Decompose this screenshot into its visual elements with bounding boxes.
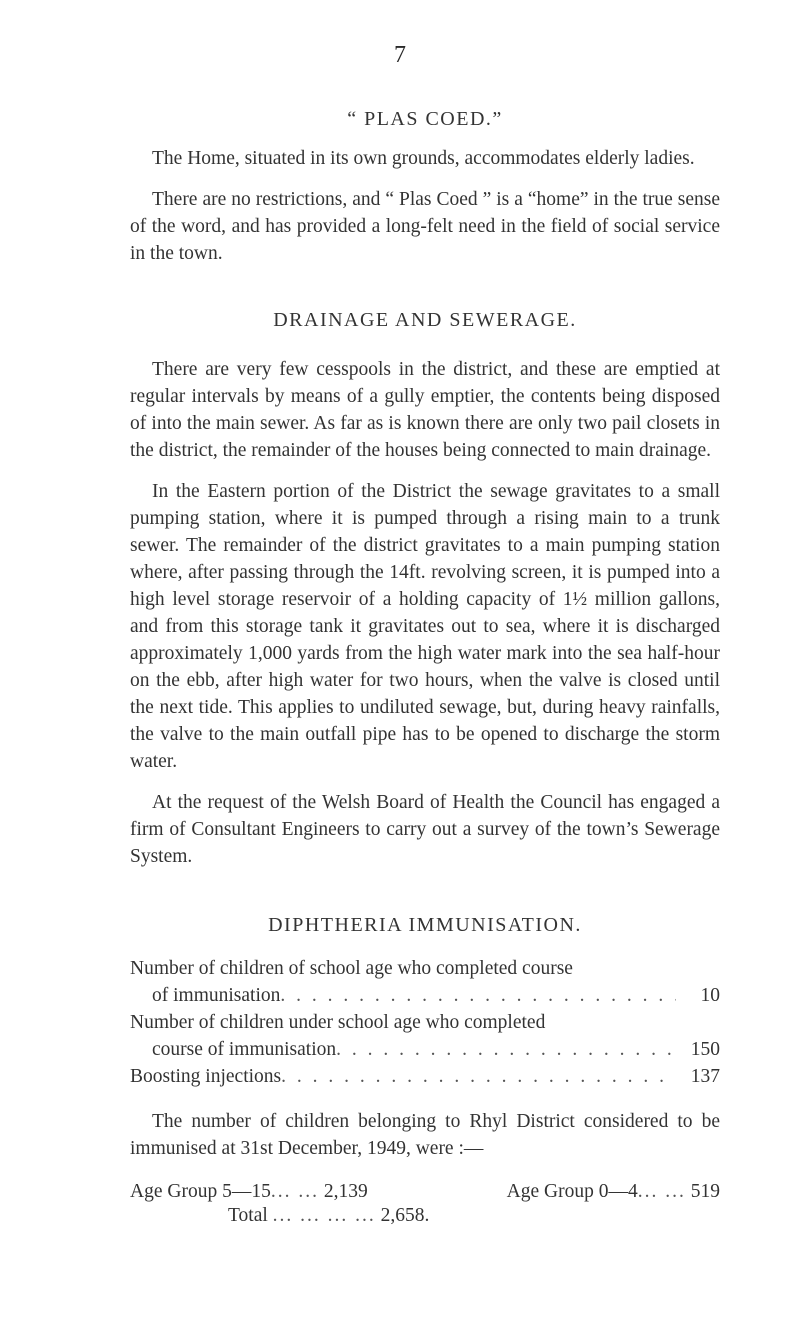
stat-label: of immunisation — [152, 985, 281, 1006]
dot-leader — [281, 1063, 676, 1090]
page-number: 7 — [394, 42, 406, 68]
section-heading-diphtheria: DIPHTHERIA IMMUNISATION. — [268, 914, 582, 936]
section-heading-drainage: DRAINAGE AND SEWERAGE. — [273, 309, 577, 331]
stat-row — [130, 1009, 720, 1063]
stat-row — [130, 955, 720, 1009]
age-group-value: 2,139 — [323, 1181, 368, 1202]
stat-label: Number of children of school age who completed course — [130, 958, 573, 979]
paragraph: The number of children belonging to Rhyl District considered to be immunised at 31st December, 1949, were :— — [130, 1111, 720, 1159]
age-group-0-4 — [507, 1178, 720, 1205]
age-group-label: Age Group 5—15 — [130, 1181, 271, 1202]
stat-label: Boosting injections — [130, 1066, 282, 1087]
stat-value: 137 — [690, 1066, 720, 1087]
age-group-value: 519 — [690, 1181, 720, 1202]
stat-row — [130, 1063, 720, 1090]
paragraph: At the request of the Welsh Board of Health the Council has engaged a firm of Consultant Engineers to carry out a survey of the town’s Sewerage System. — [130, 792, 720, 867]
paragraph: There are very few cesspools in the district, and these are emptied at regular intervals by means of a gully emptier, the contents being disposed of into the main sewer. As far as is known there are only two pail closets in the district, the remainder of the houses being connected to main drainage. — [130, 359, 720, 461]
paragraph: In the Eastern portion of the District the sewage gravitates to a small pumping station, where it is pumped through a rising main to a trunk sewer. The remainder of the district gravitates to a main pumping station where, after passing through the 14ft. revolving screen, it is pumped into a high level storage reservoir of a holding capacity of 1½ million gallons, and from this storage tank it gravitates out to sea, where it is discharged approximately 1,000 yards from the high water mark into the sea half-hour on the ebb, after high water for two hours, when the valve is closed until the next tide. This applies to undiluted sewage, but, during heavy rainfalls, the valve to the main outfall pipe has to be opened to discharge the storm water. — [130, 481, 720, 772]
age-group-summary — [130, 1178, 720, 1232]
total-value: 2,658. — [380, 1205, 430, 1226]
dot-leader: ... ... — [270, 1181, 319, 1202]
stat-value: 10 — [700, 985, 720, 1006]
stat-label: course of immunisation — [152, 1039, 337, 1060]
age-group-5-15 — [130, 1178, 368, 1205]
age-group-total — [228, 1202, 429, 1229]
paragraph: There are no restrictions, and “ Plas Coed ” is a “home” in the true sense of the word, and has provided a long-felt need in the field of social service in the town. — [130, 189, 720, 264]
stat-value: 150 — [690, 1039, 720, 1060]
dot-leader — [336, 1036, 676, 1063]
dot-leader: ... ... — [637, 1181, 686, 1202]
stat-label: Number of children under school age who completed — [130, 1012, 546, 1033]
dot-leader: ... ... ... ... — [272, 1205, 376, 1226]
total-label: Total — [228, 1205, 268, 1226]
page-content — [130, 108, 720, 1232]
age-group-label: Age Group 0—4 — [506, 1181, 638, 1202]
paragraph: The Home, situated in its own grounds, accommodates elderly ladies. — [152, 148, 695, 169]
immunisation-stats — [130, 955, 720, 1090]
dot-leader — [280, 982, 676, 1009]
section-heading-plas-coed: “ PLAS COED.” — [347, 108, 503, 130]
